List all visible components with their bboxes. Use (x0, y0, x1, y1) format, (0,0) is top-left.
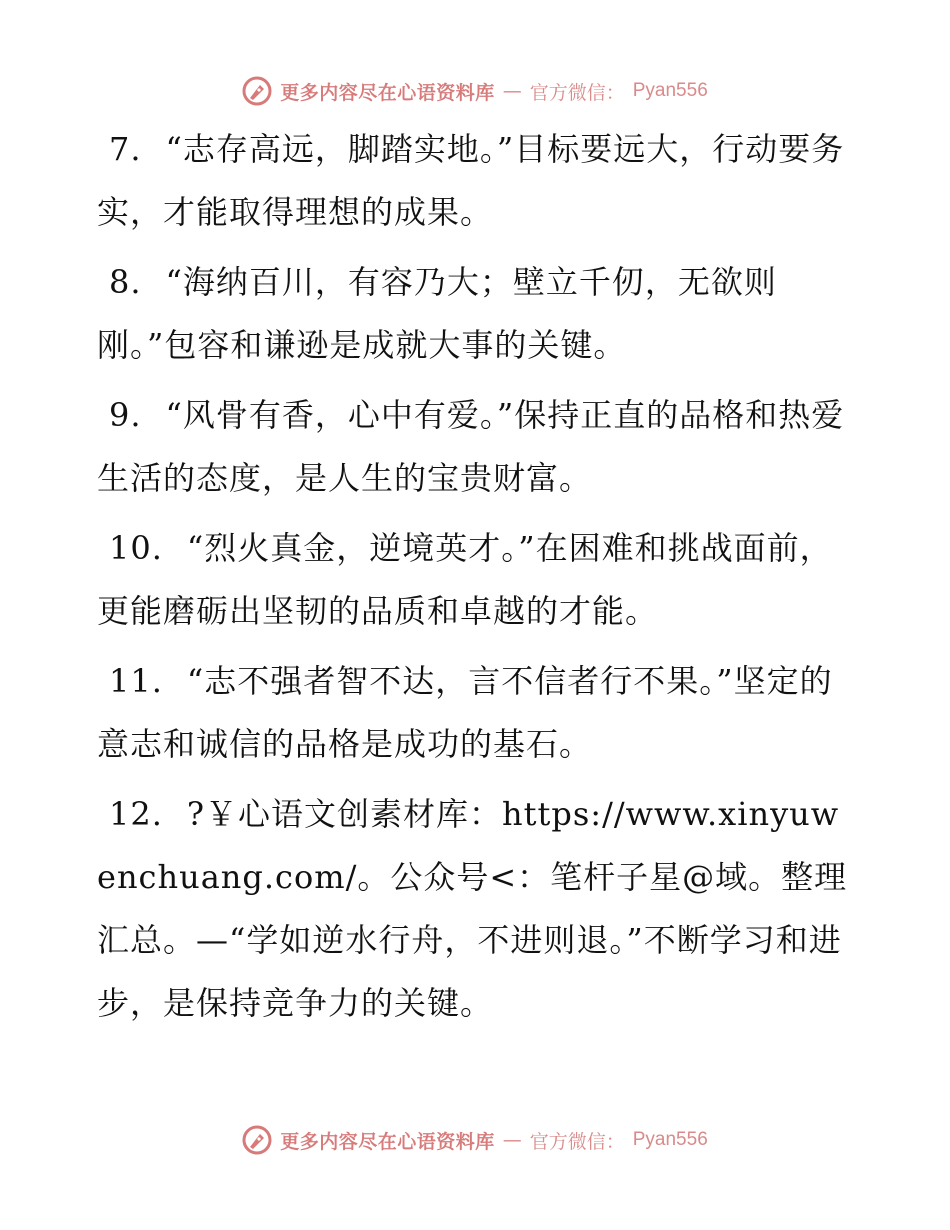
item-quote: “烈火真金，逆境英才。” (186, 529, 536, 567)
footer-watermark (0, 1120, 950, 1160)
quote-item-10 (97, 517, 849, 643)
item-number: 8. (109, 263, 142, 301)
item-comment: 包容和谦逊是成就大事的关键。 (164, 326, 627, 364)
watermark-label: 官方微信： (529, 1130, 625, 1153)
watermark-label: 官方微信： (529, 81, 625, 104)
item-comment: 目标要远大，行动要务实，才能取得理想的成果。 (97, 130, 845, 231)
quote-list (97, 118, 849, 1042)
watermark-separator: — (502, 1129, 522, 1151)
header-watermark (0, 71, 950, 111)
pen-nib-logo-icon (242, 76, 272, 106)
watermark-wechat-id: Pyan556 (632, 80, 708, 101)
quote-item-12 (97, 783, 849, 1035)
item-comment: 坚定的意志和诚信的品格是成功的基石。 (97, 662, 833, 763)
item-quote: “海纳百川，有容乃大；壁立千仞，无欲则刚。” (97, 263, 777, 364)
watermark-main-text: 更多内容尽在心语资料库 (280, 81, 495, 104)
item-comment: 在困难和挑战面前，更能磨砺出坚韧的品质和卓越的才能。 (97, 529, 833, 630)
pen-nib-logo-icon (242, 1125, 272, 1155)
item-quote: ?￥心语文创素材库：https://www.xinyuwenchuang.com/。公众号<：笔杆子星@域。整理汇总。—“学如逆水行舟，不进则退。” (97, 795, 848, 959)
item-comment: 不断学习和进步，是保持竞争力的关键。 (97, 921, 842, 1022)
item-number: 12. (109, 795, 163, 833)
quote-item-11 (97, 650, 849, 776)
item-quote: “风骨有香，心中有爱。” (165, 396, 515, 434)
quote-item-9 (97, 384, 849, 510)
item-number: 10. (109, 529, 163, 567)
quote-item-8 (97, 251, 849, 377)
item-quote: “志不强者智不达，言不信者行不果。” (186, 662, 734, 700)
watermark-separator: — (502, 80, 522, 102)
watermark-wechat-id: Pyan556 (632, 1129, 708, 1150)
item-quote: “志存高远，脚踏实地。” (165, 130, 515, 168)
item-number: 7. (109, 130, 142, 168)
item-number: 11. (109, 662, 163, 700)
item-number: 9. (109, 396, 142, 434)
watermark-main-text: 更多内容尽在心语资料库 (280, 1130, 495, 1153)
item-comment: 保持正直的品格和热爱生活的态度，是人生的宝贵财富。 (97, 396, 845, 497)
quote-item-7 (97, 118, 849, 244)
